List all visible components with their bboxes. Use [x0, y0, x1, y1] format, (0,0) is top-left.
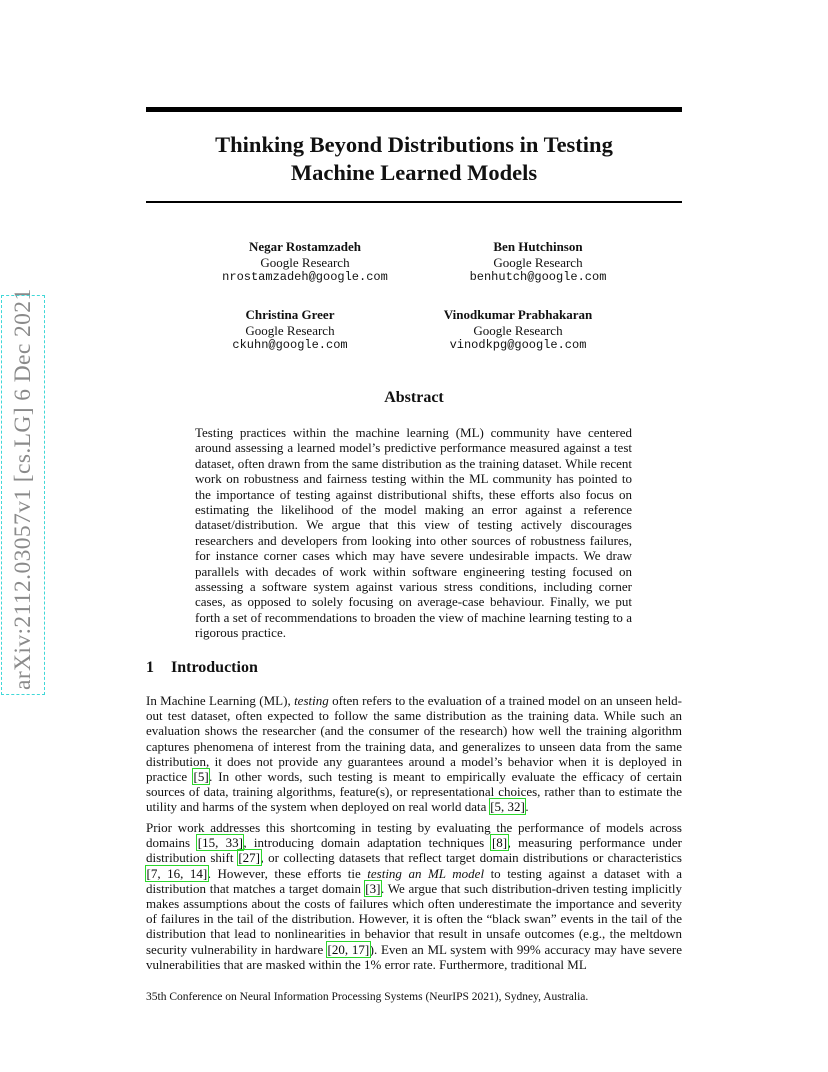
section-number: 1	[146, 659, 154, 676]
author-name: Negar Rostamzadeh	[248, 239, 362, 254]
text-run: . In other words, such testing is meant to empirically evaluate the efficacy of certain sources of data, training algorithms, feature(s), or representational choices, rather than to estimate the utility and harms of the system when deployed on real world data	[146, 769, 682, 815]
author-affiliation: Google Research	[245, 322, 335, 338]
emphasis: testing	[294, 693, 329, 708]
text-run: In Machine Learning (ML),	[146, 693, 295, 708]
author-email[interactable]: ckuhn@google.com	[232, 338, 348, 352]
text-run: .	[525, 799, 529, 815]
author-email[interactable]: vinodkpg@google.com	[449, 338, 587, 352]
citation-link[interactable]: [3]	[365, 880, 381, 896]
intro-paragraph-2	[146, 820, 682, 972]
text-run: ). Even an ML system with 99% accuracy may have severe vulnerabilities that are masked within the 1% error rate. Furthermore, traditional ML	[146, 941, 682, 972]
text-run: to testing against a dataset with a distribution that matches a target domain	[146, 865, 682, 896]
citation-link[interactable]: [20, 17]	[327, 941, 370, 957]
text-run: often refers to the evaluation of a trained model on an unseen held-out test dataset, often expected to follow the same distribution as the training data. While such an evaluation shows the researcher (and the consumer of the research) how well the training algorithm captures phenomena of interest from the training data, and generalizes to unseen data from the same distribution, it does not provide any guarantees around a model’s behavior when it is deployed in practice	[146, 693, 683, 785]
intro-paragraph-1	[146, 693, 682, 815]
text-run: , measuring performance under distribution shift	[146, 835, 682, 866]
author-name: Ben Hutchinson	[493, 239, 583, 254]
title-top-rule	[146, 107, 682, 112]
author-affiliation: Google Research	[493, 254, 583, 270]
paper-title	[146, 131, 682, 187]
author-email[interactable]: benhutch@google.com	[469, 270, 607, 284]
text-run: Prior work addresses this shortcoming in testing by evaluating the performance of models across domains	[146, 820, 682, 851]
section-title: Introduction	[171, 659, 258, 676]
author-block	[388, 307, 648, 354]
text-run: . However, these efforts tie	[207, 865, 368, 881]
citation-link[interactable]: [27]	[238, 850, 260, 866]
citation-link[interactable]: [7, 16, 14]	[146, 865, 208, 881]
title-bottom-rule	[146, 201, 682, 203]
author-block	[160, 307, 420, 354]
author-block	[175, 239, 435, 286]
abstract-heading: Abstract	[384, 389, 444, 406]
citation-link[interactable]: [5]	[193, 769, 209, 785]
author-affiliation: Google Research	[473, 322, 563, 338]
title-line-2: Machine Learned Models	[290, 160, 538, 185]
author-email[interactable]: nrostamzadeh@google.com	[222, 270, 388, 284]
text-run: . We argue that such distribution-driven testing implicitly makes assumptions about the costs of failures which often underestimate the importance and severity of failures in the tail of the distribution. However, it is often the “black swan” events in the tail of the distribution that lead to nonlinearities in behavior that result in unsafe outcomes (e.g., the meltdown security vulnerability in hardware	[146, 880, 682, 957]
citation-link[interactable]: [8]	[491, 835, 508, 851]
text-run: , or collecting datasets that reflect target domain distributions or characteristics	[260, 850, 682, 866]
abstract-text: Testing practices within the machine learning (ML) community have centered around assessing a learned model’s predictive performance measured against a test dataset, often drawn from the same distribution as the training dataset. While recent work on robustness and fairness testing within the ML community has pointed to the importance of testing against distributional shifts, these efforts also focus on estimating the likelihood of the model making an error against a reference dataset/distribution. We argue that this view of testing actively discourages researchers and developers from looking into other sources of robustness failures, for instance corner cases which may have severe undesirable impacts. We draw parallels with decades of work within software engineering testing focused on assessing a software system against various stress conditions, including corner cases, as opposed to solely focusing on average-case behaviour. Finally, we put forth a set of recommendations to broaden the view of machine learning testing to a rigorous practice.	[195, 425, 632, 641]
citation-link[interactable]: [15, 33]	[197, 835, 243, 851]
arxiv-sidebar-id[interactable]: arXiv:2112.03057v1 [cs.LG] 6 Dec 2021	[6, 300, 40, 690]
emphasis: testing an ML model	[367, 865, 485, 881]
section-heading	[146, 659, 258, 677]
conference-footnote: 35th Conference on Neural Information Processing Systems (NeurIPS 2021), Sydney, Australia.	[146, 991, 589, 1003]
citation-link[interactable]: [5, 32]	[490, 799, 525, 815]
author-name: Vinodkumar Prabhakaran	[443, 307, 593, 322]
author-affiliation: Google Research	[260, 254, 350, 270]
author-name: Christina Greer	[245, 307, 335, 322]
title-line-1: Thinking Beyond Distributions in Testing	[215, 132, 613, 157]
text-run: , introducing domain adaptation techniques	[243, 835, 492, 851]
author-block	[408, 239, 668, 286]
